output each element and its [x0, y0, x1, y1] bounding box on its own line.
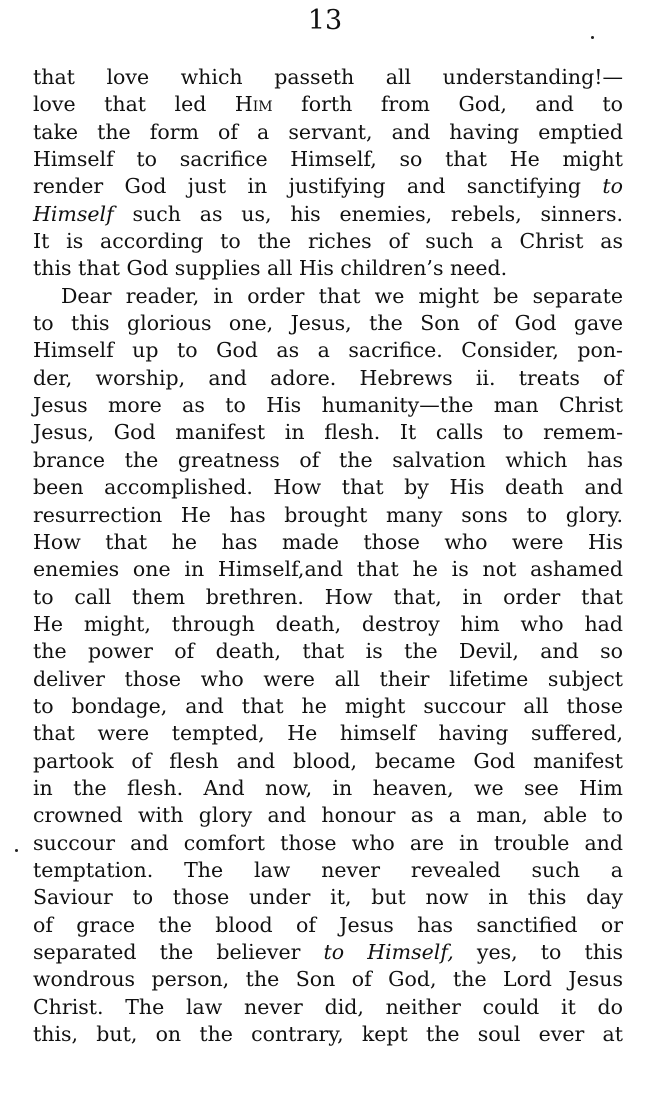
text-segment: Himself to sacrifice Himself, so that He might — [33, 147, 623, 172]
text-line — [33, 584, 623, 611]
text-line — [33, 255, 623, 282]
text-segment: of grace the blood of Jesus has sanctified or — [33, 912, 623, 937]
text-line — [33, 775, 623, 802]
text-segment: wondrous person, the Son of God, the Lord Jesus — [33, 967, 623, 992]
text-segment: that were tempted, He himself having suffered, — [33, 721, 623, 746]
text-segment: render God just in justifying and sanctifying — [33, 174, 603, 199]
text-line — [33, 474, 623, 501]
text-line — [33, 64, 623, 91]
text-segment: succour and comfort those who are in trouble and — [33, 830, 623, 855]
text-line — [33, 228, 623, 255]
text-line — [33, 693, 623, 720]
text-segment: to call them brethren. How that, in order that — [33, 584, 623, 609]
page-number: 13 — [307, 5, 343, 36]
text-line — [33, 939, 623, 966]
text-line — [33, 337, 623, 364]
text-segment: He might, through death, destroy him who had — [33, 611, 623, 636]
text-segment: such as us, his enemies, rebels, sinners. — [113, 201, 623, 226]
text-line — [33, 556, 623, 583]
text-line — [33, 419, 623, 446]
text-segment: been accomplished. How that by His death and — [33, 475, 623, 500]
text-segment: this that God supplies all His children’s need. — [33, 256, 508, 281]
text-line — [33, 912, 623, 939]
text-line — [33, 638, 623, 665]
text-line — [33, 830, 623, 857]
text-segment: How that he has made those who were His — [33, 529, 623, 554]
text-line — [33, 310, 623, 337]
text-line — [33, 1021, 623, 1048]
text-line — [33, 502, 623, 529]
text-segment: forth from God, and to — [272, 92, 624, 117]
text-line — [33, 91, 623, 118]
text-segment: take the form of a servant, and having emptied — [33, 119, 623, 144]
text-line — [33, 857, 623, 884]
italic-text: Himself — [33, 201, 114, 226]
text-segment: in the flesh. And now, in heaven, we see Him — [33, 775, 623, 800]
text-line — [33, 611, 623, 638]
text-segment: to bondage, and that he might succour all those — [33, 693, 623, 718]
text-segment: this, but, on the contrary, kept the soul ever at — [33, 1022, 623, 1047]
print-speck — [15, 849, 18, 852]
print-speck — [591, 36, 594, 39]
text-line — [33, 966, 623, 993]
text-segment: temptation. The law never revealed such a — [33, 857, 623, 882]
text-line — [33, 119, 623, 146]
text-segment: resurrection He has brought many sons to glory. — [33, 502, 623, 527]
text-line — [33, 365, 623, 392]
text-segment: Christ. The law never did, neither could it do — [33, 994, 623, 1019]
text-segment: love that led — [33, 92, 235, 117]
text-segment: enemies one in Himself,and that he is not ashamed — [33, 557, 623, 582]
text-segment: Jesus, God manifest in flesh. It calls to remem- — [33, 420, 623, 445]
text-segment: partook of flesh and blood, became God manifest — [33, 748, 623, 773]
text-segment: to this glorious one, Jesus, the Son of God gave — [33, 311, 623, 336]
text-line — [33, 529, 623, 556]
text-line — [33, 884, 623, 911]
text-line — [33, 283, 623, 310]
text-segment: that love which passeth all understanding!— — [33, 65, 623, 89]
text-segment: Himself up to God as a sacrifice. Consider, pon- — [33, 338, 623, 363]
body-text — [33, 64, 623, 1048]
text-line — [33, 447, 623, 474]
small-caps-text: Him — [234, 92, 273, 117]
text-segment: the power of death, that is the Devil, and so — [33, 639, 623, 664]
text-segment: deliver those who were all their lifetime subject — [33, 666, 623, 691]
text-line — [33, 720, 623, 747]
text-line — [33, 173, 623, 200]
text-line — [33, 666, 623, 693]
text-line — [33, 748, 623, 775]
italic-text: to — [602, 174, 623, 199]
text-segment: Jesus more as to His humanity—the man Christ — [33, 393, 623, 418]
text-segment: separated the believer — [33, 940, 324, 964]
text-segment: Dear reader, in order that we might be separate — [61, 283, 623, 308]
text-segment: crowned with glory and honour as a man, able to — [33, 803, 623, 828]
text-line — [33, 994, 623, 1021]
text-segment: der, worship, and adore. Hebrews ii. treats of — [33, 365, 623, 390]
italic-text: to Himself, — [323, 940, 454, 964]
text-segment: Saviour to those under it, but now in this day — [33, 885, 623, 910]
text-segment: yes, to this — [453, 940, 623, 964]
text-line — [33, 392, 623, 419]
text-line — [33, 146, 623, 173]
text-segment: brance the greatness of the salvation which has — [33, 447, 623, 472]
text-line — [33, 802, 623, 829]
text-segment: It is according to the riches of such a Christ as — [33, 229, 623, 254]
text-line — [33, 201, 623, 228]
